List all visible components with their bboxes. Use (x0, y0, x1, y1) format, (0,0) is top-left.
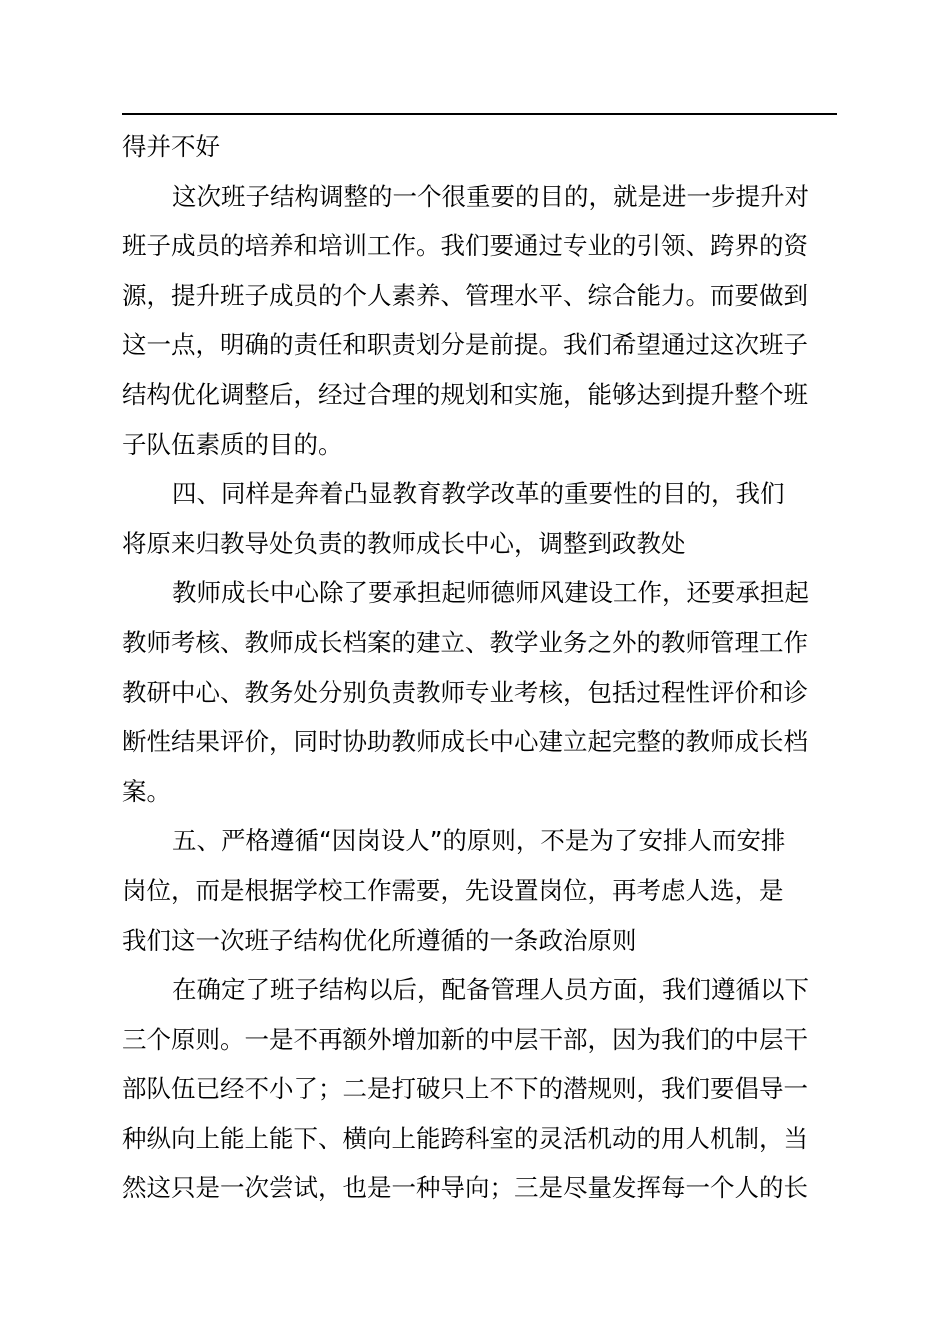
text-line: 教师考核、教师成长档案的建立、教学业务之外的教师管理工作 (122, 627, 808, 657)
text-line: 种纵向上能上能下、横向上能跨科室的灵活机动的用人机制，当 (122, 1123, 808, 1153)
text-line: 将原来归教导处负责的教师成长中心，调整到政教处 (122, 528, 686, 558)
text-line: 部队伍已经不小了；二是打破只上不下的潜规则，我们要倡导一 (122, 1074, 808, 1104)
text-line: 四、同样是奔着凸显教育教学改革的重要性的目的，我们 (172, 479, 785, 509)
text-line: 这一点，明确的责任和职责划分是前提。我们希望通过这次班子 (122, 330, 808, 360)
text-line: 子队伍素质的目的。 (122, 429, 343, 459)
text-line: 源，提升班子成员的个人素养、管理水平、综合能力。而要做到 (122, 280, 808, 310)
text-line: 然这只是一次尝试，也是一种导向；三是尽量发挥每一个人的长 (122, 1173, 808, 1203)
text-line: 得并不好 (122, 132, 220, 161)
text-line: 案。 (122, 776, 171, 806)
text-line: 在确定了班子结构以后，配备管理人员方面，我们遵循以下 (172, 975, 809, 1005)
header-rule (122, 113, 837, 115)
text-line: 岗位，而是根据学校工作需要，先设置岗位，再考虑人选，是 (122, 875, 784, 905)
document-body (122, 122, 837, 1213)
text-line: 断性结果评价，同时协助教师成长中心建立起完整的教师成长档 (122, 727, 808, 757)
text-line: 我们这一次班子结构优化所遵循的一条政治原则 (122, 925, 637, 955)
text-line: 班子成员的培养和培训工作。我们要通过专业的引领、跨界的资 (122, 231, 808, 261)
text-line: 五、严格遵循“因岗设人”的原则，不是为了安排人而安排 (172, 826, 786, 856)
text-line: 教师成长中心除了要承担起师德师风建设工作，还要承担起 (172, 578, 809, 608)
text-line: 这次班子结构调整的一个很重要的目的，就是进一步提升对 (172, 181, 809, 211)
text-line: 教研中心、教务处分别负责教师专业考核，包括过程性评价和诊 (122, 677, 808, 707)
text-line: 三个原则。一是不再额外增加新的中层干部，因为我们的中层干 (122, 1024, 808, 1054)
text-line: 结构优化调整后，经过合理的规划和实施，能够达到提升整个班 (122, 379, 808, 409)
